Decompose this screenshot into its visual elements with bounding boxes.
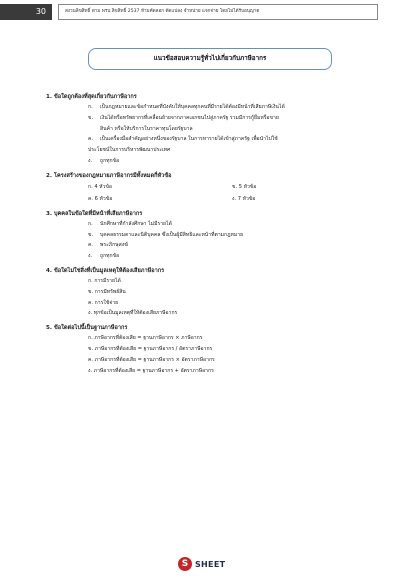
question-title: 1. ข้อใดถูกต้องที่สุดเกี่ยวกับภาษีอากร: [46, 94, 137, 100]
question-title: 4. ข้อใดไม่ใช่สิ่งที่เป็นมูลเหตุให้ต้องเสียภาษีอากร: [46, 267, 165, 274]
answer-option[interactable]: ค. ภาษีอากรที่ต้องเสีย = ฐานภาษีอากร × อัตราภาษีอากร: [88, 356, 215, 363]
answer-option[interactable]: ง. ทุกข้อเป็นมูลเหตุที่ให้ต้องเสียภาษีอากร: [88, 310, 178, 317]
answer-option[interactable]: ข. การมีทรัพย์สิน: [88, 288, 126, 295]
question-list: [46, 92, 376, 380]
answer-option[interactable]: ก. ภาษีอากรที่ต้องเสีย = ฐานภาษีอากร × ภาษีอากร: [88, 335, 203, 342]
answer-option[interactable]: ข. เงินได้หรือทรัพยากรที่เคลื่อนย้ายจากภาคเอกชนไปสู่ภาครัฐ รวมมีการกู้ยืมหรือขาย: [88, 114, 279, 121]
sheet-logo: [178, 557, 225, 571]
question-5: [46, 323, 376, 376]
answer-option-continued: ประโยชน์ในการบริหารพัฒนาประเทศ: [88, 147, 171, 154]
sheet-logo-icon: S: [178, 557, 192, 571]
answer-option[interactable]: ก. 4 หัวข้อ: [88, 183, 112, 190]
answer-option[interactable]: ง. 7 หัวข้อ: [232, 195, 256, 202]
answer-option[interactable]: ค. การใช้จ่าย: [88, 299, 119, 306]
sheet-logo-text: SHEET: [195, 559, 226, 569]
answer-row: [46, 193, 376, 205]
answer-option[interactable]: ค. พระภิกษุสงฆ์: [88, 242, 129, 249]
question-title: 5. ข้อใดต่อไปนี้เป็นฐานภาษีอากร: [46, 325, 128, 332]
question-title: 2. โครงสร้างของกฎหมายภาษีอากรมีทั้งหมดกี่หัวข้อ: [46, 172, 172, 179]
page-title: แนวข้อสอบความรู้ทั่วไปเกี่ยวกับภาษีอากร: [88, 48, 332, 70]
answer-row: [46, 181, 376, 193]
question-1: [46, 92, 376, 167]
answer-option[interactable]: ข. 5 หัวข้อ: [232, 183, 257, 190]
page-number: 30: [0, 4, 52, 20]
question-4: [46, 266, 376, 319]
copyright-note: สงวนลิขสิทธิ์ ตาม พรบ.ลิขสิทธิ์ 2537 ห้ามคัดลอก ดัดแปลง จำหน่าย แจกจ่าย โดยไม่ได้รับอนุญาต: [58, 4, 378, 20]
answer-option[interactable]: ง. ถูกทุกข้อ: [88, 157, 120, 164]
answer-option[interactable]: ค. 6 หัวข้อ: [88, 195, 113, 202]
question-title: 3. บุคคลในข้อใดที่มีหน้าที่เสียภาษีอากร: [46, 210, 143, 217]
answer-option[interactable]: ข. ภาษีอากรที่ต้องเสีย = ฐานภาษีอากร / อัตราภาษีอากร: [88, 345, 213, 352]
answer-option[interactable]: ก. เป็นกฎหมายและข้อกำหนดที่บังคับให้บุคคลทุกคนที่มีรายได้ต้องมีหน้าที่เสียภาษีเงินได้: [88, 104, 285, 110]
answer-option-continued: สินค้า หรือให้บริการในราคาทุนโดยรัฐบาล: [100, 125, 193, 132]
answer-option[interactable]: ง. ภาษีอากรที่ต้องเสีย = ฐานภาษีอากร + อัตราภาษีอากร: [88, 367, 214, 374]
answer-option[interactable]: ก. การมีรายได้: [88, 277, 121, 284]
answer-option[interactable]: ง. ถูกทุกข้อ: [88, 253, 120, 260]
question-2: [46, 171, 376, 205]
answer-option[interactable]: ข. บุคคลธรรมดาและนิติบุคคล ซึ่งเป็นผู้มีสิทธิและหน้าที่ตามกฎหมาย: [88, 231, 244, 238]
question-3: [46, 209, 376, 262]
answer-option[interactable]: ค. เป็นเครื่องมือสำคัญอย่างหนึ่งของรัฐบาล ในการหารายได้เข้าสู่ภาครัฐ เพื่อนำไปใช้: [88, 136, 278, 143]
answer-option[interactable]: ก. นักศึกษาที่กำลังศึกษา ไม่มีรายได้: [88, 220, 172, 227]
